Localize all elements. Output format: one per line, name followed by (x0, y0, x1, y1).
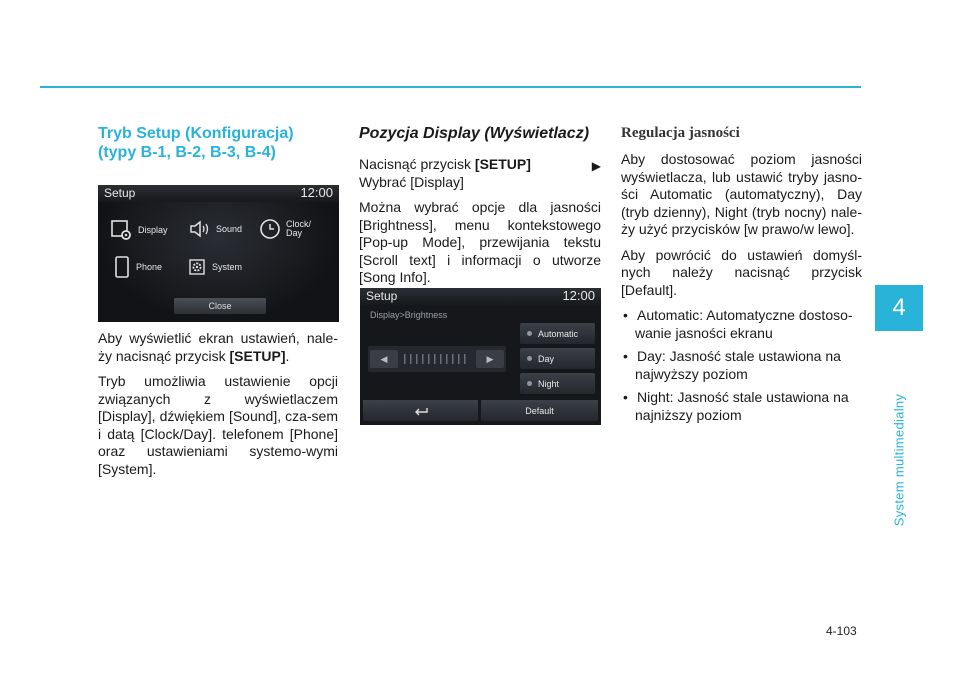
option-night (520, 373, 595, 394)
page-number: 4-103 (826, 624, 857, 638)
column-setup-text (98, 330, 338, 486)
menu-item-sound (188, 219, 242, 239)
clock-icon (258, 217, 282, 241)
screen-header (360, 288, 601, 305)
radio-dot-icon (527, 331, 532, 336)
option-label: Automatic (538, 328, 579, 339)
speaker-icon (188, 219, 212, 239)
heading-line-2: (typy B-1, B-2, B-3, B-4) (98, 144, 276, 161)
p1-text: Aby wyświetlić ekran ustawień, nale-ży nacisnąć przycisk (98, 330, 338, 364)
slider-ticks (404, 354, 470, 364)
menu-item-display (110, 219, 168, 241)
menu-item-system (188, 258, 242, 276)
screen-clock: 12:00 (562, 288, 595, 303)
screen-body (98, 202, 339, 322)
menu-label-system: System (212, 262, 243, 272)
radio-dot-icon (527, 356, 532, 361)
chapter-number: 4 (892, 294, 906, 321)
brightness-slider (368, 346, 506, 372)
paragraph-brightness-adjust: Aby dostosować poziom jasności wyświetlacza, lub ustawić tryby jasno-ści Automatic (automatyczny), Day (tryb dzienny), Night (tryb nocny) nale-ży użyć przycisków [w prawo/w lewo]. (621, 151, 862, 237)
screen-title: Setup (366, 289, 398, 303)
brightness-screen-figure (360, 288, 601, 425)
column-display-item (359, 124, 601, 295)
p1-end: . (285, 347, 290, 364)
back-arrow-icon (413, 406, 429, 416)
close-button: Close (174, 298, 266, 314)
chapter-side-label: System multimedialny (891, 393, 907, 527)
header-rule (40, 86, 861, 88)
screen-header (98, 185, 339, 202)
paragraph-open-setup (98, 330, 338, 365)
back-button (363, 400, 478, 421)
gear-icon (188, 258, 208, 276)
screen-clock: 12:00 (300, 185, 333, 200)
phone-icon (112, 255, 132, 279)
section-heading-setup (98, 124, 338, 162)
paragraph-display-options: Można wybrać opcje dla jasności [Brightness], menu kontekstowego [Pop-up Mode], przewijania tekstu [Scroll text] i informacji o utworze [Song Info]. (359, 199, 601, 285)
chapter-number-tab (875, 285, 923, 331)
section-heading-display: Pozycja Display (Wyświetlacz) (359, 125, 590, 142)
instruction-press-setup (359, 156, 601, 174)
radio-dot-icon (527, 381, 532, 386)
option-label: Day (538, 353, 555, 364)
column-setup-mode (98, 124, 338, 162)
menu-item-phone (112, 255, 162, 279)
heading-line-1: Tryb Setup (Konfiguracja) (98, 125, 294, 142)
option-day (520, 348, 595, 369)
instruction-text: Nacisnąć przycisk (359, 156, 475, 172)
setup-screen-figure (98, 185, 339, 322)
section-heading-brightness: Regulacja jasności (621, 125, 740, 141)
list-item: • Day: Jasność stale ustawiona na najwyższy poziom (621, 348, 862, 383)
list-item: • Night: Jasność stale ustawiona na najniższy poziom (621, 389, 862, 424)
option-automatic (520, 323, 595, 344)
screen-title: Setup (104, 186, 136, 200)
brightness-mode-list (621, 307, 862, 424)
instruction-select-display: Wybrać [Display] (359, 173, 464, 190)
display-gear-icon (110, 219, 134, 241)
step-arrow-icon: ▶ (591, 159, 601, 173)
menu-label-sound: Sound (216, 224, 243, 234)
instruction-setup-key: [SETUP] (474, 156, 531, 172)
menu-item-clock-day (258, 217, 311, 241)
option-label: Night (538, 378, 560, 389)
paragraph-setup-options: Tryb umożliwia ustawienie opcji związanych z wyświetlaczem [Display], dźwiękiem [Sound], cza-sem i datą [Clock/Day]. telefonem [Phone] oraz ustawieniami systemo-wymi [System]. (98, 373, 338, 477)
menu-label-clock-day: Clock/ Day (286, 219, 312, 238)
slider-left-icon: ◀ (370, 350, 398, 368)
default-button: Default (481, 400, 598, 421)
setup-key-label: [SETUP] (229, 347, 286, 364)
column-brightness (621, 124, 862, 430)
breadcrumb: Display>Brightness (370, 310, 448, 320)
menu-label-display: Display (138, 225, 168, 235)
paragraph-brightness-default: Aby powrócić do ustawień domyśl-nych należy nacisnąć przycisk [Default]. (621, 246, 862, 298)
list-item: • Automatic: Automatyczne dostoso-wanie jasności ekranu (621, 307, 862, 342)
menu-label-phone: Phone (136, 262, 163, 272)
slider-right-icon: ▶ (476, 350, 504, 368)
